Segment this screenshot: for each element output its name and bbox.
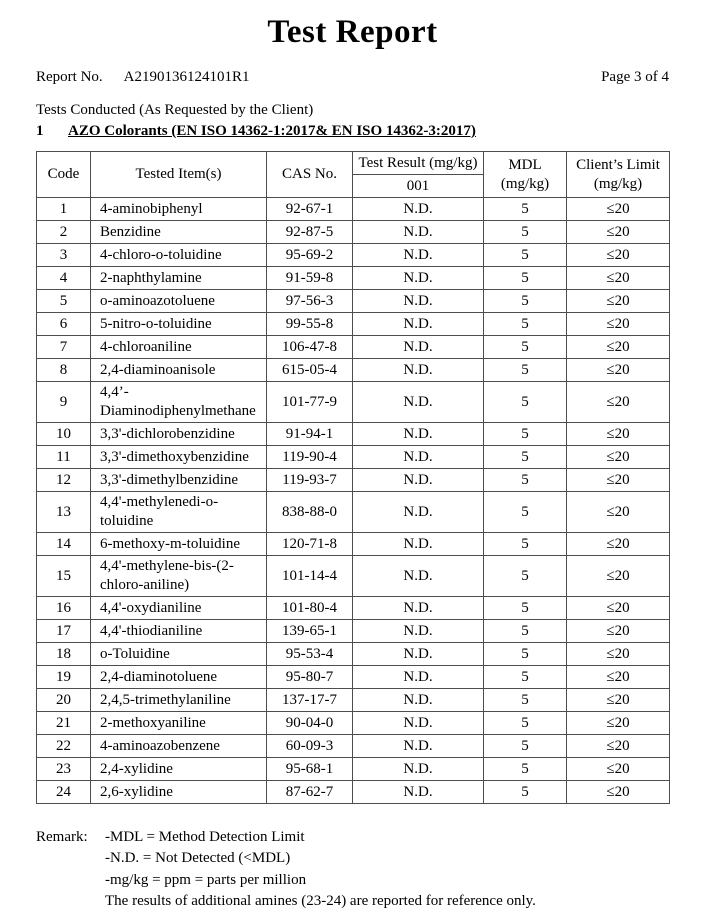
code-cell: 3 [37,244,91,267]
table-row [37,359,670,382]
item-cell: 4,4'-oxydianiline [91,597,267,620]
result-cell: N.D. [353,446,484,469]
limit-cell: ≤20 [567,492,670,533]
mdl-cell: 5 [484,492,567,533]
limit-cell: ≤20 [567,597,670,620]
col-header-mdl-line2: (mg/kg) [500,175,550,192]
table-row [37,198,670,221]
item-cell: 2,4-diaminoanisole [91,359,267,382]
cas-cell: 101-77-9 [267,382,353,423]
item-cell: 3,3'-dichlorobenzidine [91,423,267,446]
item-cell: 2,4-diaminotoluene [91,666,267,689]
limit-cell: ≤20 [567,469,670,492]
limit-cell: ≤20 [567,446,670,469]
item-cell: o-aminoazotoluene [91,290,267,313]
code-cell: 7 [37,336,91,359]
code-cell: 2 [37,221,91,244]
cas-cell: 838-88-0 [267,492,353,533]
col-header-tested-items: Tested Item(s) [91,152,267,198]
col-header-sample-id: 001 [353,175,484,198]
item-cell: Benzidine [91,221,267,244]
result-cell: N.D. [353,781,484,804]
col-header-client-limit [567,152,670,198]
item-cell: 3,3'-dimethylbenzidine [91,469,267,492]
cas-cell: 119-90-4 [267,446,353,469]
limit-cell: ≤20 [567,382,670,423]
item-cell: 4,4'-methylene-bis-(2-chloro-aniline) [91,556,267,597]
result-cell: N.D. [353,666,484,689]
table-row [37,290,670,313]
mdl-cell: 5 [484,198,567,221]
code-cell: 20 [37,689,91,712]
results-table-header [37,152,670,198]
code-cell: 21 [37,712,91,735]
limit-cell: ≤20 [567,666,670,689]
item-cell: o-Toluidine [91,643,267,666]
limit-cell: ≤20 [567,758,670,781]
col-header-mdl-line1: MDL [508,156,542,173]
mdl-cell: 5 [484,597,567,620]
table-row [37,758,670,781]
mdl-cell: 5 [484,781,567,804]
table-row [37,533,670,556]
mdl-cell: 5 [484,446,567,469]
remark-lines [105,827,669,912]
result-cell: N.D. [353,267,484,290]
report-no-label: Report No. [36,69,103,85]
result-cell: N.D. [353,758,484,781]
code-cell: 12 [37,469,91,492]
results-table-body [37,198,670,804]
result-cell: N.D. [353,469,484,492]
table-row [37,643,670,666]
limit-cell: ≤20 [567,781,670,804]
result-cell: N.D. [353,620,484,643]
limit-cell: ≤20 [567,221,670,244]
item-cell: 4-chloroaniline [91,336,267,359]
mdl-cell: 5 [484,382,567,423]
item-cell: 2,6-xylidine [91,781,267,804]
table-row [37,221,670,244]
code-cell: 14 [37,533,91,556]
limit-cell: ≤20 [567,198,670,221]
item-cell: 4-aminoazobenzene [91,735,267,758]
item-cell: 2-naphthylamine [91,267,267,290]
result-cell: N.D. [353,313,484,336]
col-header-test-result: Test Result (mg/kg) [353,152,484,175]
table-row [37,597,670,620]
code-cell: 18 [37,643,91,666]
result-cell: N.D. [353,336,484,359]
cas-cell: 106-47-8 [267,336,353,359]
result-cell: N.D. [353,689,484,712]
col-header-cas-no: CAS No. [267,152,353,198]
result-cell: N.D. [353,382,484,423]
limit-cell: ≤20 [567,735,670,758]
result-cell: N.D. [353,556,484,597]
result-cell: N.D. [353,221,484,244]
mdl-cell: 5 [484,423,567,446]
cas-cell: 97-56-3 [267,290,353,313]
table-row [37,382,670,423]
code-cell: 24 [37,781,91,804]
cas-cell: 60-09-3 [267,735,353,758]
code-cell: 9 [37,382,91,423]
limit-cell: ≤20 [567,244,670,267]
header-row-1 [37,152,670,175]
limit-cell: ≤20 [567,313,670,336]
remark-line: -MDL = Method Detection Limit [105,829,305,845]
cas-cell: 91-94-1 [267,423,353,446]
item-cell: 4,4'-thiodianiline [91,620,267,643]
table-row [37,244,670,267]
table-row [37,469,670,492]
tests-conducted-line: Tests Conducted (As Requested by the Client) [36,102,314,118]
item-cell: 5-nitro-o-toluidine [91,313,267,336]
table-row [37,556,670,597]
cas-cell: 137-17-7 [267,689,353,712]
limit-cell: ≤20 [567,359,670,382]
col-header-code: Code [37,152,91,198]
mdl-cell: 5 [484,620,567,643]
code-cell: 11 [37,446,91,469]
col-header-mdl [484,152,567,198]
mdl-cell: 5 [484,712,567,735]
item-cell: 4-chloro-o-toluidine [91,244,267,267]
code-cell: 16 [37,597,91,620]
cas-cell: 615-05-4 [267,359,353,382]
limit-cell: ≤20 [567,336,670,359]
table-row [37,781,670,804]
cas-cell: 95-69-2 [267,244,353,267]
item-cell: 2,4,5-trimethylaniline [91,689,267,712]
result-cell: N.D. [353,198,484,221]
item-cell: 6-methoxy-m-toluidine [91,533,267,556]
limit-cell: ≤20 [567,620,670,643]
code-cell: 13 [37,492,91,533]
mdl-cell: 5 [484,643,567,666]
col-header-client-limit-line1: Client’s Limit [576,156,660,173]
cas-cell: 99-55-8 [267,313,353,336]
result-cell: N.D. [353,492,484,533]
cas-cell: 95-68-1 [267,758,353,781]
table-row [37,735,670,758]
table-row [37,620,670,643]
mdl-cell: 5 [484,666,567,689]
report-header-row [36,68,669,86]
result-cell: N.D. [353,423,484,446]
cas-cell: 101-80-4 [267,597,353,620]
code-cell: 23 [37,758,91,781]
table-row [37,423,670,446]
cas-cell: 95-53-4 [267,643,353,666]
code-cell: 4 [37,267,91,290]
item-cell: 4-aminobiphenyl [91,198,267,221]
mdl-cell: 5 [484,359,567,382]
code-cell: 5 [37,290,91,313]
limit-cell: ≤20 [567,712,670,735]
remark-label: Remark: [36,829,88,845]
item-cell: 4,4'-methylenedi-o-toluidine [91,492,267,533]
table-row [37,446,670,469]
remark-block [36,827,669,912]
result-cell: N.D. [353,533,484,556]
table-row [37,267,670,290]
results-table [36,151,670,804]
col-header-client-limit-line2: (mg/kg) [593,175,643,192]
mdl-cell: 5 [484,313,567,336]
mdl-cell: 5 [484,221,567,244]
table-row [37,336,670,359]
mdl-cell: 5 [484,758,567,781]
mdl-cell: 5 [484,336,567,359]
limit-cell: ≤20 [567,643,670,666]
section-heading-row [36,122,669,141]
mdl-cell: 5 [484,244,567,267]
item-cell: 2,4-xylidine [91,758,267,781]
code-cell: 19 [37,666,91,689]
mdl-cell: 5 [484,735,567,758]
limit-cell: ≤20 [567,290,670,313]
mdl-cell: 5 [484,267,567,290]
page-title: Test Report [267,14,438,50]
page-number: Page 3 of 4 [601,69,669,85]
cas-cell: 139-65-1 [267,620,353,643]
section-number: 1 [36,123,44,139]
table-row [37,492,670,533]
cas-cell: 95-80-7 [267,666,353,689]
table-row [37,712,670,735]
cas-cell: 91-59-8 [267,267,353,290]
mdl-cell: 5 [484,689,567,712]
code-cell: 1 [37,198,91,221]
mdl-cell: 5 [484,469,567,492]
limit-cell: ≤20 [567,423,670,446]
result-cell: N.D. [353,244,484,267]
limit-cell: ≤20 [567,556,670,597]
item-cell: 4,4’-Diaminodiphenylmethane [91,382,267,423]
cas-cell: 90-04-0 [267,712,353,735]
item-cell: 2-methoxyaniline [91,712,267,735]
result-cell: N.D. [353,643,484,666]
limit-cell: ≤20 [567,689,670,712]
table-row [37,313,670,336]
result-cell: N.D. [353,597,484,620]
result-cell: N.D. [353,712,484,735]
item-cell: 3,3'-dimethoxybenzidine [91,446,267,469]
remark-line: -N.D. = Not Detected (<MDL) [105,850,291,867]
cas-cell: 87-62-7 [267,781,353,804]
remark-line: -mg/kg = ppm = parts per million [105,871,307,888]
section-heading: AZO Colorants (EN ISO 14362-1:2017& EN ISO 14362-3:2017) [68,123,476,139]
code-cell: 22 [37,735,91,758]
result-cell: N.D. [353,359,484,382]
result-cell: N.D. [353,290,484,313]
cas-cell: 92-67-1 [267,198,353,221]
result-cell: N.D. [353,735,484,758]
table-row [37,666,670,689]
code-cell: 17 [37,620,91,643]
report-no-value: A2190136124101R1 [123,69,250,85]
limit-cell: ≤20 [567,533,670,556]
mdl-cell: 5 [484,533,567,556]
code-cell: 6 [37,313,91,336]
code-cell: 10 [37,423,91,446]
cas-cell: 120-71-8 [267,533,353,556]
mdl-cell: 5 [484,290,567,313]
cas-cell: 101-14-4 [267,556,353,597]
table-row [37,689,670,712]
limit-cell: ≤20 [567,267,670,290]
mdl-cell: 5 [484,556,567,597]
cas-cell: 92-87-5 [267,221,353,244]
remark-line: The results of additional amines (23-24) are reported for reference only. [105,892,536,909]
cas-cell: 119-93-7 [267,469,353,492]
code-cell: 15 [37,556,91,597]
code-cell: 8 [37,359,91,382]
